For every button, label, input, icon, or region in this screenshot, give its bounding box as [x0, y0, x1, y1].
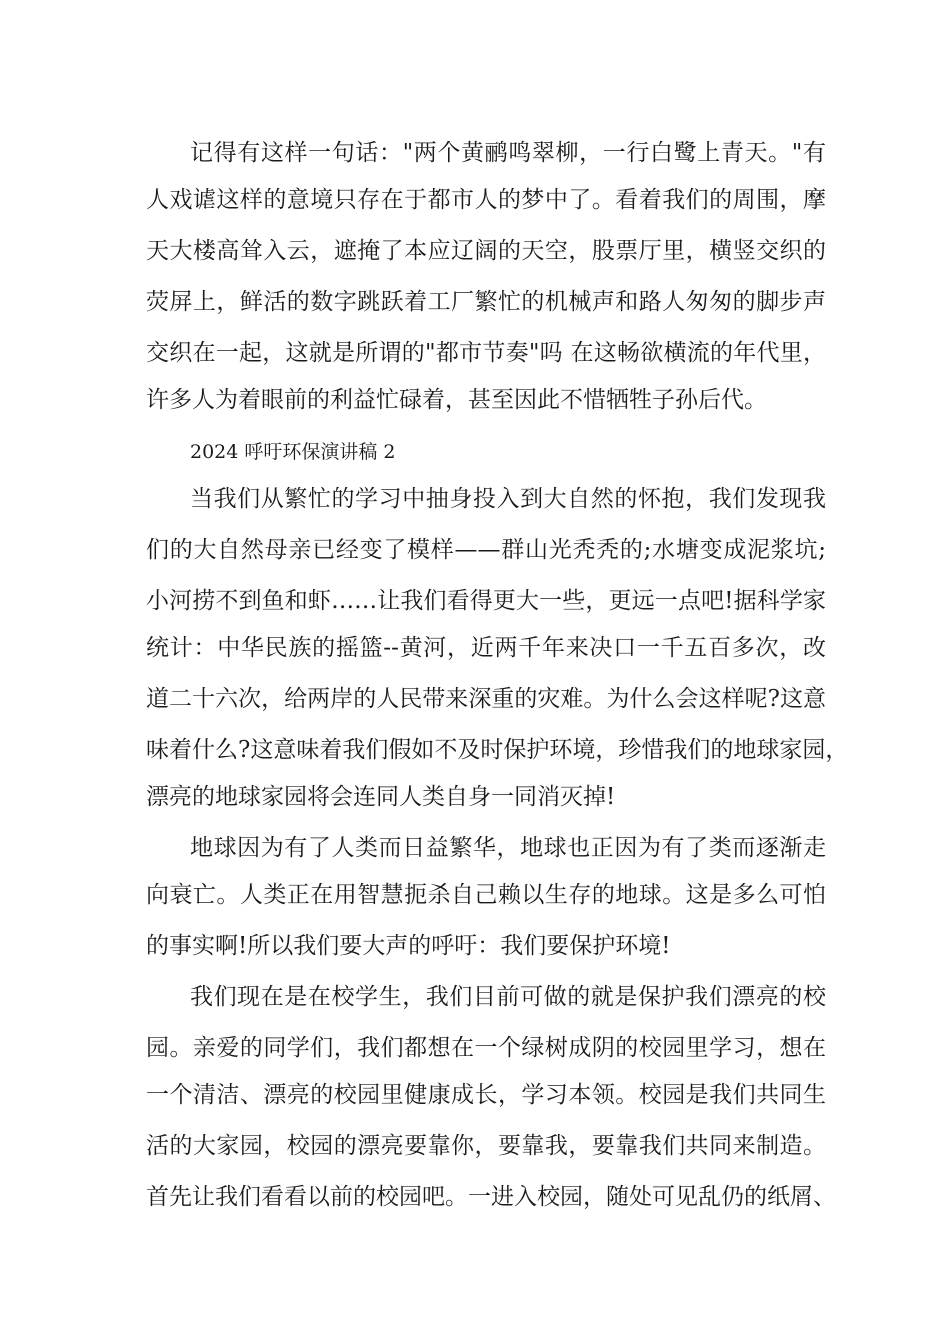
text-line: 向衰亡。人类正在用智慧扼杀自己赖以生存的地球。这是多么可怕: [146, 882, 826, 908]
text-line: 许多人为着眼前的利益忙碌着，甚至因此不惜牺牲子孙后代。: [146, 387, 767, 413]
text-line: 首先让我们看看以前的校园吧。一进入校园，随处可见乱仍的纸屑、: [146, 1184, 836, 1210]
text-line: 园。亲爱的同学们，我们都想在一个绿树成阴的校园里学习，想在: [146, 1035, 826, 1061]
text-line: 交织在一起，这就是所谓的"都市节奏"吗 在这畅欲横流的年代里，: [146, 340, 826, 366]
text-line: 道二十六次，给两岸的人民带来深重的灾难。为什么会这样呢?这意: [146, 686, 826, 712]
text-line: 味着什么?这意味着我们假如不及时保护环境，珍惜我们的地球家园，: [146, 737, 849, 763]
text-line: 们的大自然母亲已经变了模样——群山光秃秃的;水塘变成泥浆坑;: [146, 537, 826, 563]
text-line: 当我们从繁忙的学习中抽身投入到大自然的怀抱，我们发现我: [190, 486, 826, 512]
text-line: 统计：中华民族的摇篮--黄河，近两千年来决口一千五百多次，改: [146, 635, 826, 661]
text-line: 记得有这样一句话："两个黄鹂鸣翠柳，一行白鹭上青天。"有: [190, 140, 826, 166]
text-line: 天大楼高耸入云，遮掩了本应辽阔的天空，股票厅里，横竖交织的: [146, 238, 826, 264]
text-line: 我们现在是在校学生，我们目前可做的就是保护我们漂亮的校: [190, 984, 826, 1010]
text-line: 的事实啊!所以我们要大声的呼吁：我们要保护环境!: [146, 933, 671, 959]
text-line: 一个清洁、漂亮的校园里健康成长，学习本领。校园是我们共同生: [146, 1082, 826, 1108]
text-line: 地球因为有了人类而日益繁华，地球也正因为有了类而逐渐走: [190, 835, 826, 861]
text-line: 人戏谑这样的意境只存在于都市人的梦中了。看着我们的周围，摩: [146, 187, 826, 213]
text-line: 漂亮的地球家园将会连同人类自身一同消灭掉!: [146, 784, 616, 810]
section-heading: 2024 呼吁环保演讲稿 2: [190, 441, 396, 463]
text-line: 活的大家园，校园的漂亮要靠你，要靠我，要靠我们共同来制造。: [146, 1133, 826, 1159]
text-line: 荧屏上，鲜活的数字跳跃着工厂繁忙的机械声和路人匆匆的脚步声: [146, 289, 826, 315]
text-line: 小河捞不到鱼和虾……让我们看得更大一些，更远一点吧!据科学家: [146, 588, 826, 614]
